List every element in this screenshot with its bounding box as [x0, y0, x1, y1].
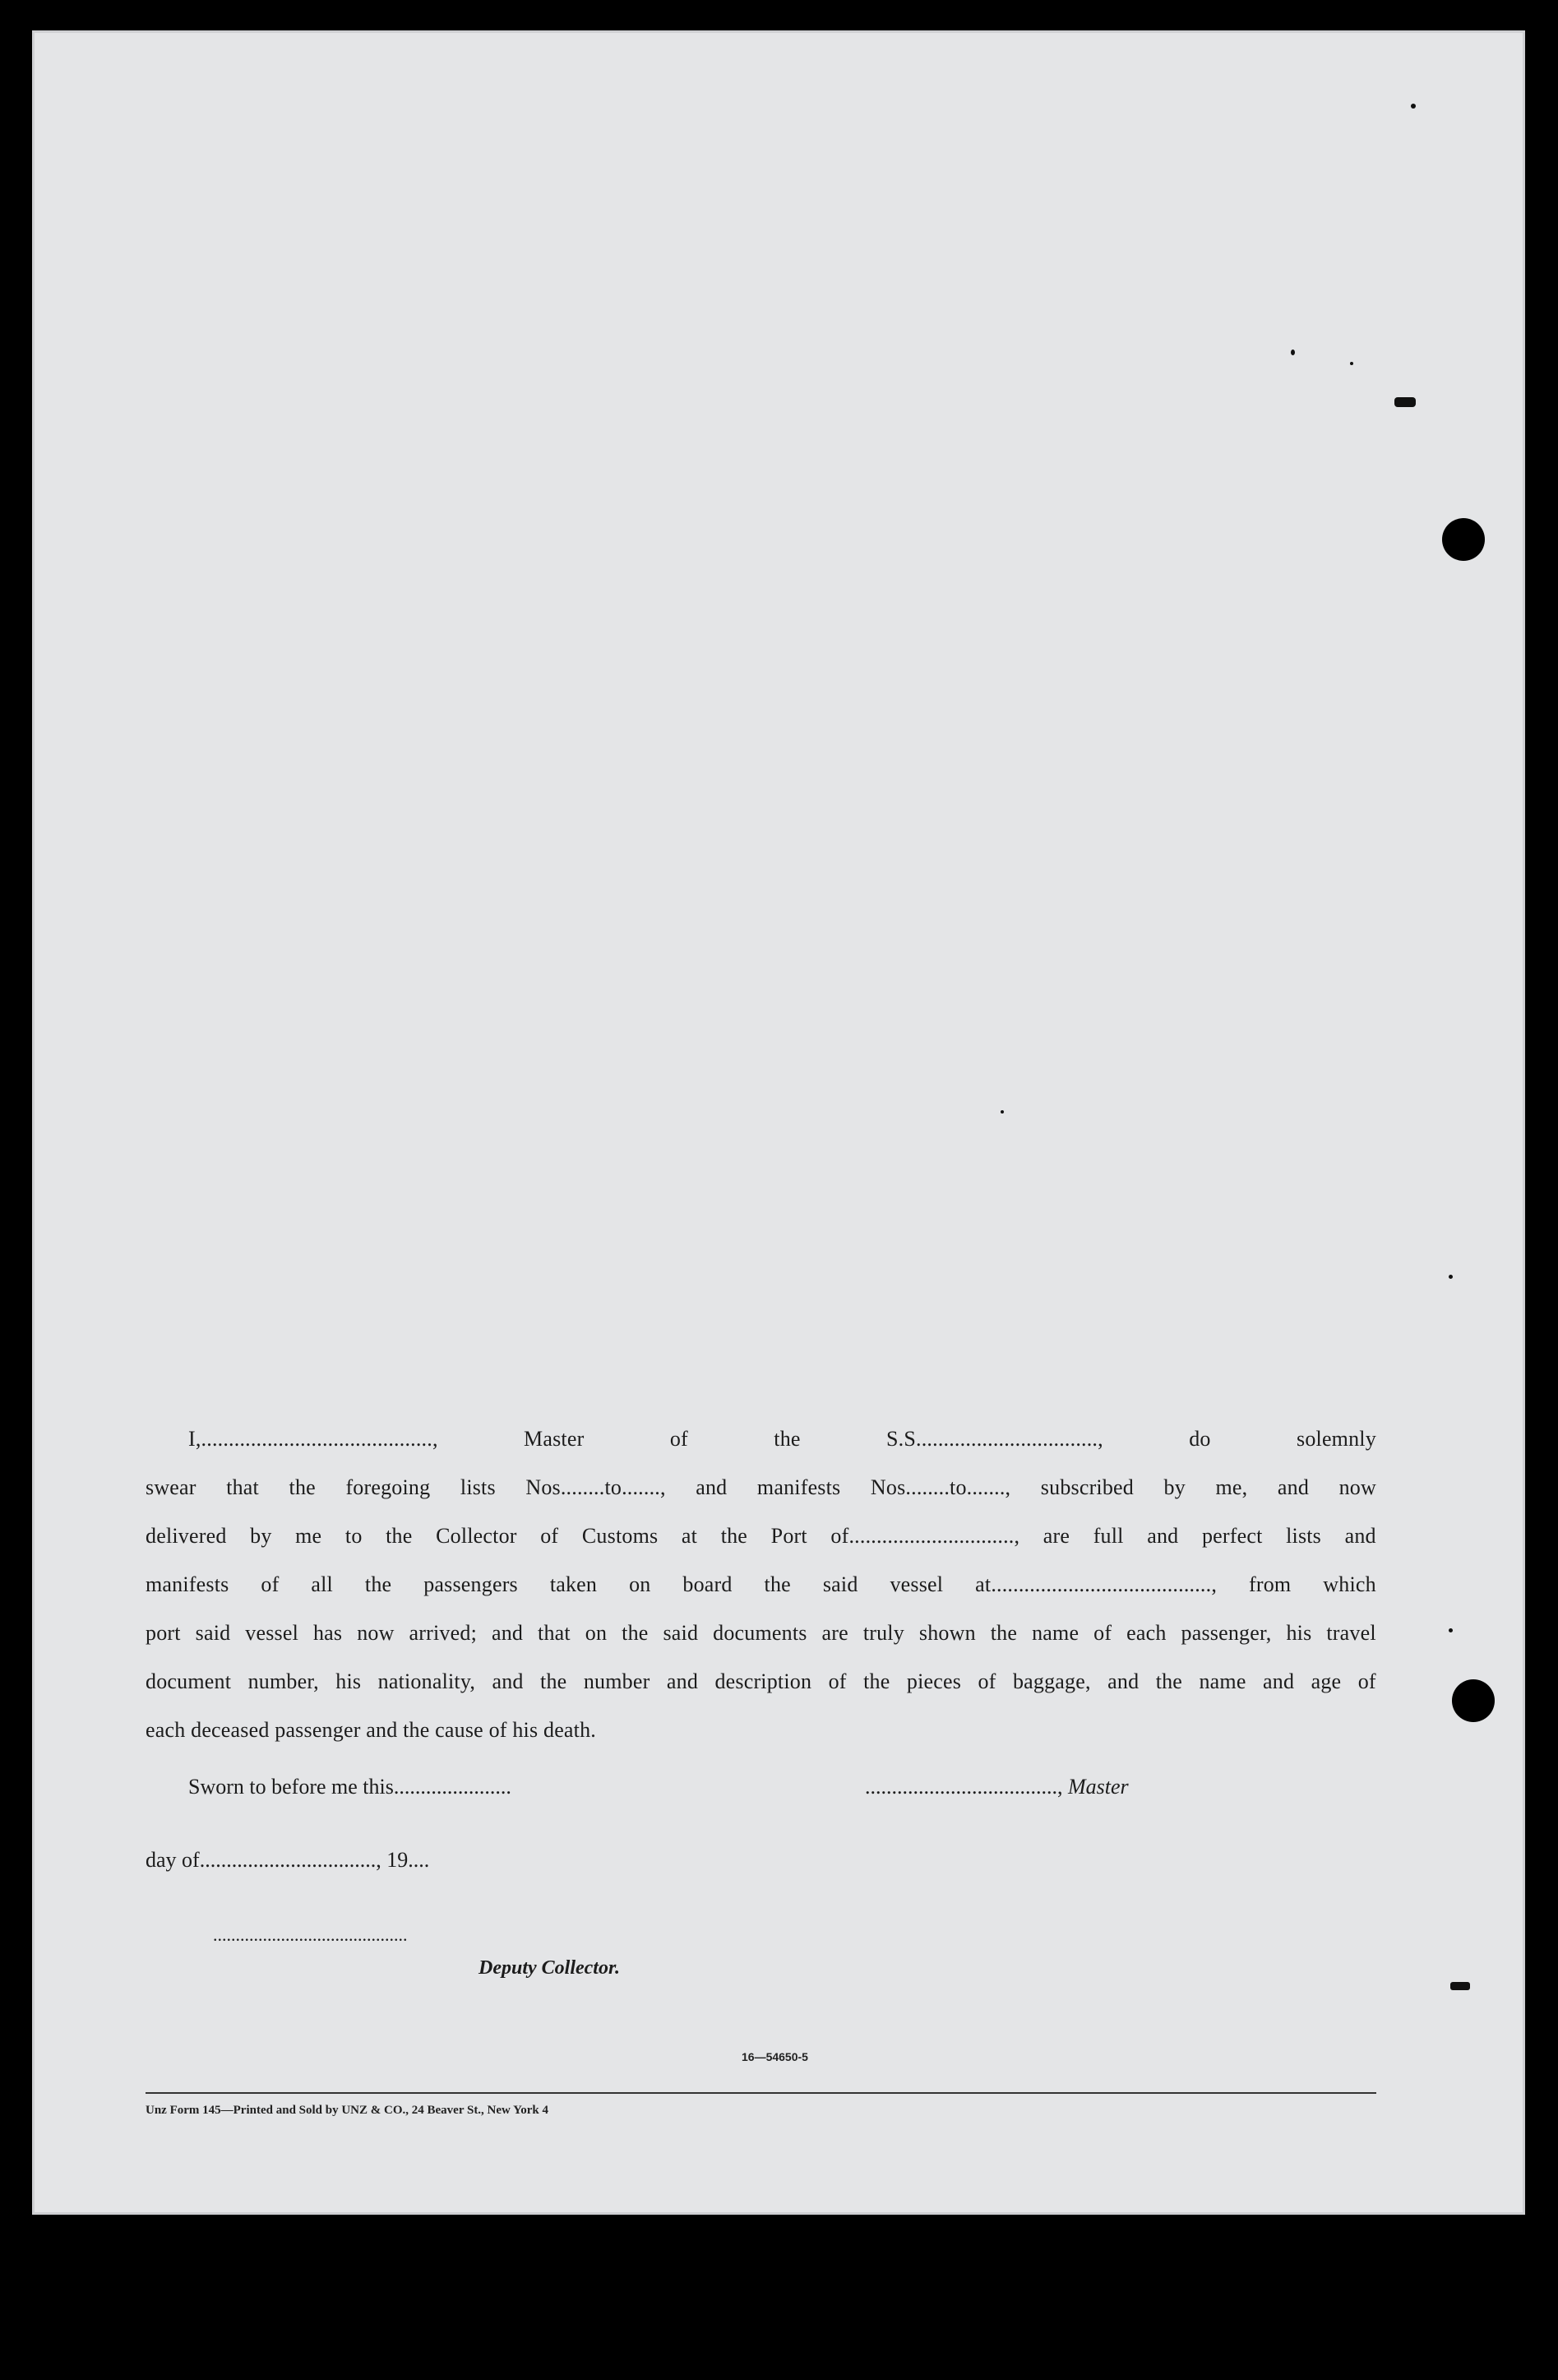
- ink-speck: [1449, 1275, 1453, 1279]
- punch-hole-top: [1442, 518, 1485, 561]
- oath-line: port said vessel has now arrived; and that on the said documents are truly shown the name of each passenger, his travel: [146, 1621, 1376, 1645]
- ink-speck: [1001, 1110, 1004, 1114]
- punch-hole-bottom: [1452, 1679, 1495, 1722]
- oath-line: document number, his nationality, and the number and description of the pieces of baggage, and the name and age of: [146, 1669, 1376, 1693]
- master-signature-line: [865, 1775, 1129, 1799]
- deputy-collector-label: Deputy Collector.: [478, 1957, 620, 1979]
- ink-speck: [1291, 350, 1295, 355]
- document-page: [35, 33, 1523, 2212]
- oath-line: I,.........................................., Master of the S.S................................., do solemnly: [188, 1427, 1376, 1451]
- ink-speck: [1350, 362, 1353, 365]
- sworn-before-line: Sworn to before me this......................: [188, 1775, 511, 1799]
- oath-line: swear that the foregoing lists Nos........to......., and manifests Nos........to......., subscribed by me, and now: [146, 1475, 1376, 1499]
- ink-speck: [1394, 397, 1416, 407]
- ink-speck: [1449, 1628, 1453, 1632]
- master-signature-dots: ....................................,: [865, 1775, 1063, 1799]
- ink-speck: [1411, 104, 1416, 109]
- master-label: Master: [1068, 1775, 1129, 1799]
- footer-divider: [146, 2092, 1376, 2094]
- form-number: 16—54650-5: [742, 2050, 808, 2063]
- printer-footer: Unz Form 145—Printed and Sold by UNZ & CO., 24 Beaver St., New York 4: [146, 2104, 548, 2117]
- oath-line: each deceased passenger and the cause of his death.: [146, 1718, 596, 1742]
- day-of-line: day of................................., 19....: [146, 1848, 430, 1872]
- ink-speck: [1450, 1982, 1470, 1990]
- oath-paragraph: [146, 1415, 1376, 1754]
- deputy-signature-dots: ...........................................: [213, 1924, 408, 1945]
- oath-line: delivered by me to the Collector of Customs at the Port of.............................., are full and perfect lists and: [146, 1524, 1376, 1548]
- oath-line: manifests of all the passengers taken on board the said vessel at........................................, from which: [146, 1572, 1376, 1596]
